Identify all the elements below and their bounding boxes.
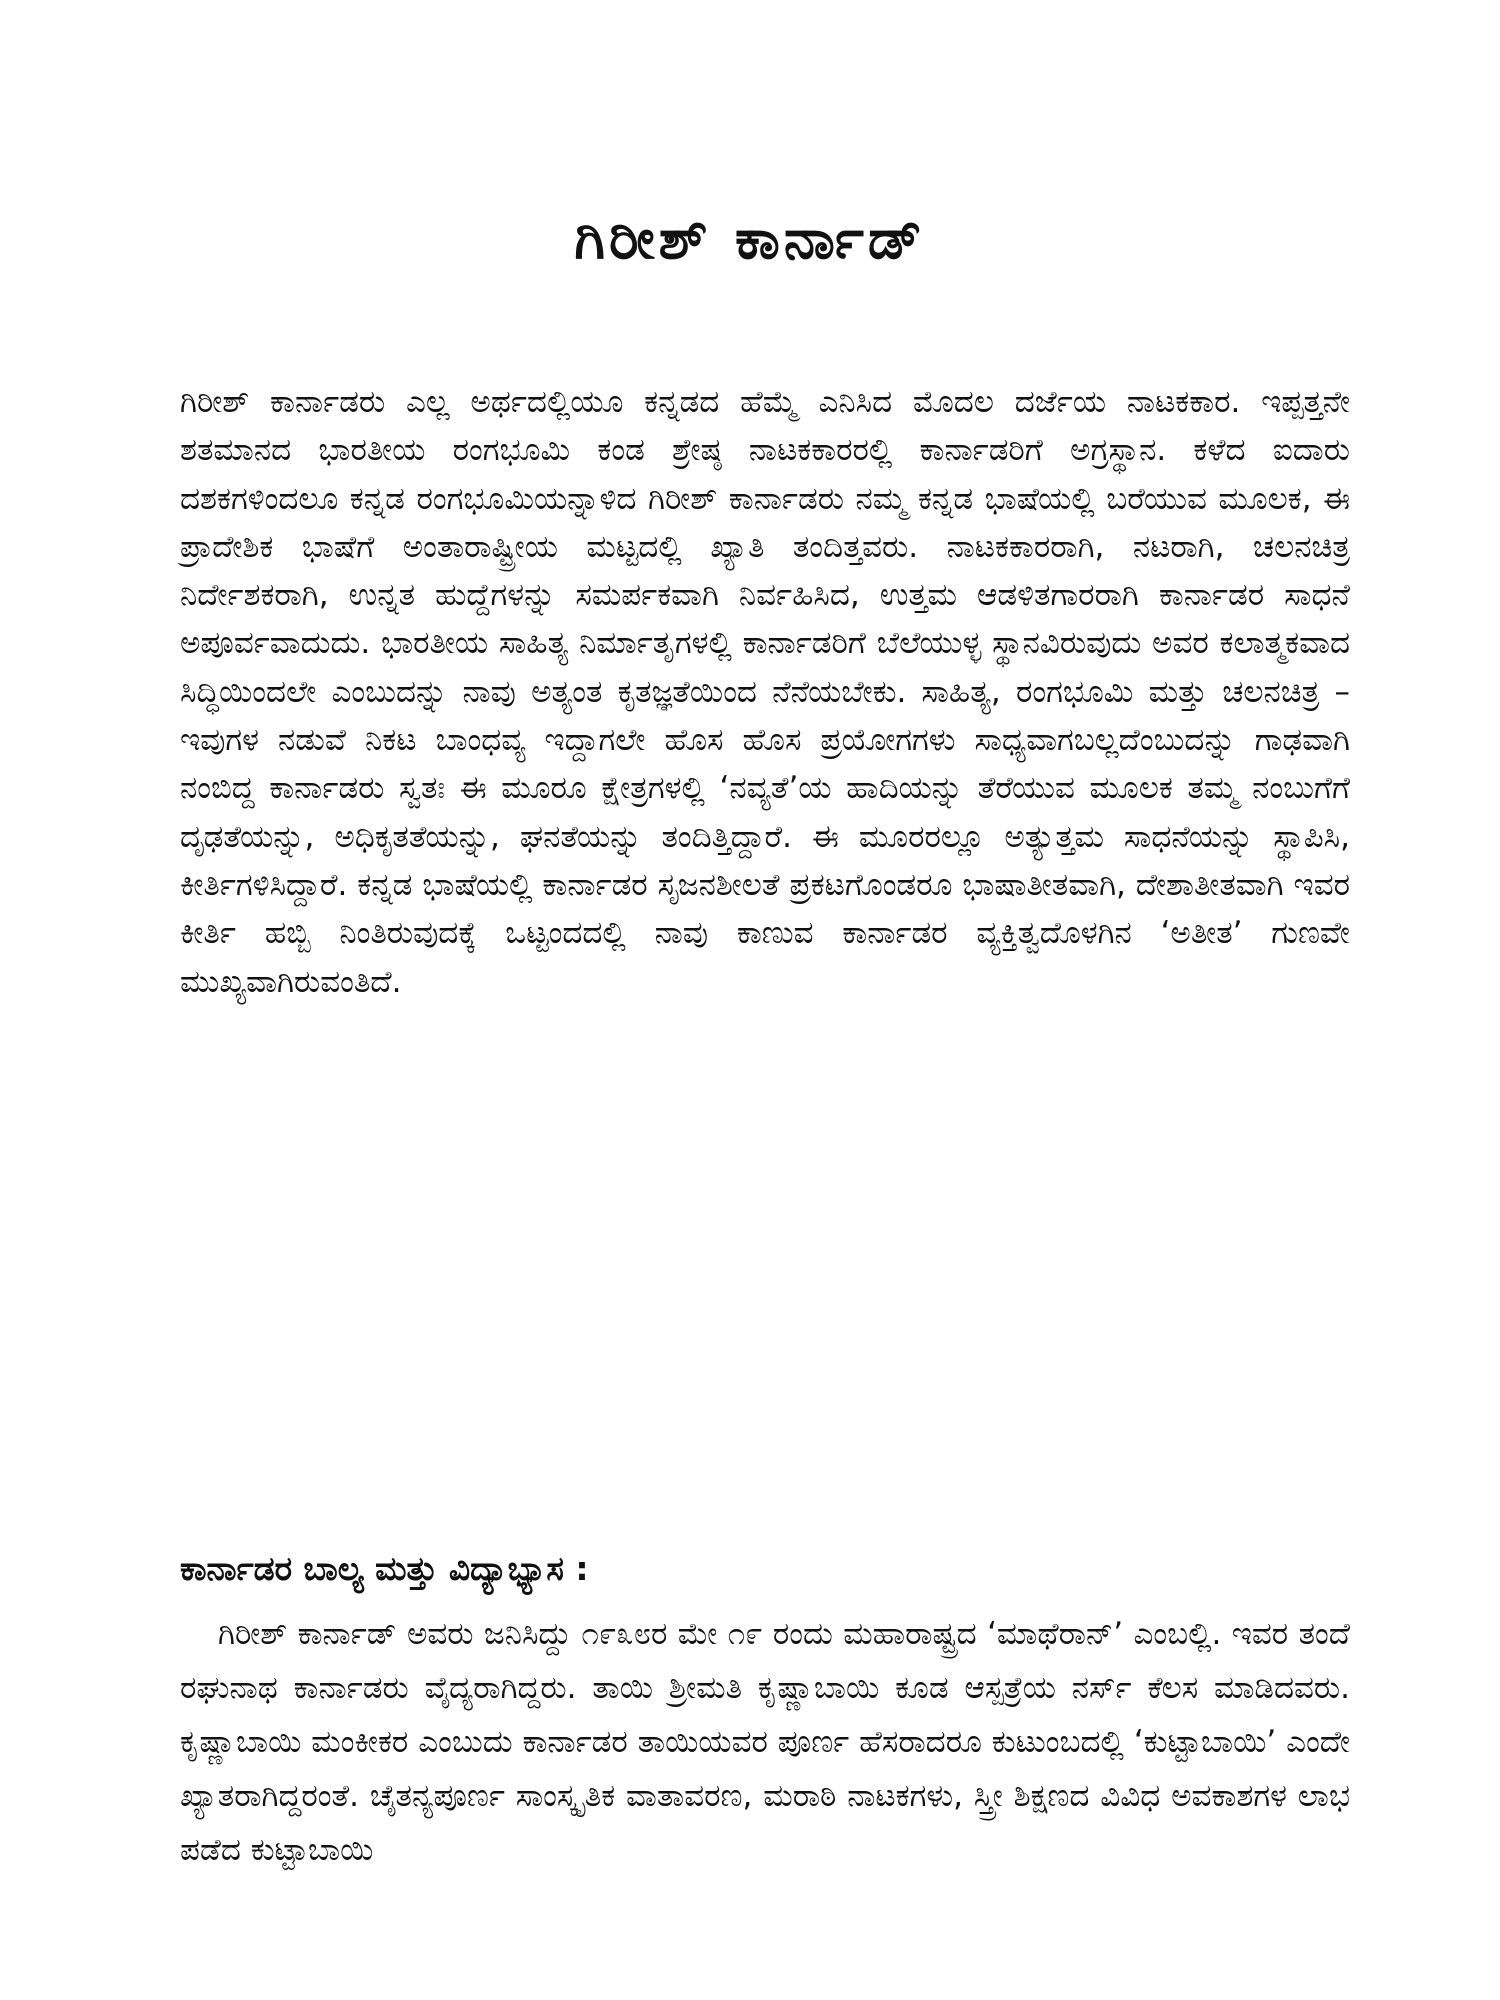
intro-paragraph: ಗಿರೀಶ್ ಕಾರ್ನಾಡರು ಎಲ್ಲ ಅರ್ಥದಲ್ಲಿಯೂ ಕನ್ನಡದ ಹೆಮ್ಮೆ ಎನಿಸಿದ ಮೊದಲ ದರ್ಜೆಯ ನಾಟಕಕಾರ. ಇಪ್ಪತ್ತನೇ ಶತಮಾನದ ಭಾರತೀಯ ರಂಗಭೂಮಿ ಕಂಡ ಶ್ರೇಷ್ಠ ನಾಟಕಕಾರರಲ್ಲಿ ಕಾರ್ನಾಡರಿಗೆ ಅಗ್ರಸ್ಥಾನ. ಕಳೆದ ಐದಾರು ದಶಕಗಳಿಂದಲೂ ಕನ್ನಡ ರಂಗಭೂಮಿಯನ್ನಾಳಿದ ಗಿರೀಶ್ ಕಾರ್ನಾಡರು ನಮ್ಮ ಕನ್ನಡ ಭಾಷೆಯಲ್ಲಿ ಬರೆಯುವ ಮೂಲಕ, ಈ ಪ್ರಾದೇಶಿಕ ಭಾಷೆಗೆ ಅಂತಾರಾಷ್ಟ್ರೀಯ ಮಟ್ಟದಲ್ಲಿ ಖ್ಯಾತಿ ತಂದಿತ್ತವರು. ನಾಟಕಕಾರರಾಗಿ, ನಟರಾಗಿ, ಚಲನಚಿತ್ರ ನಿರ್ದೇಶಕರಾಗಿ, ಉನ್ನತ ಹುದ್ದೆಗಳನ್ನು ಸಮರ್ಪಕವಾಗಿ ನಿರ್ವಹಿಸಿದ, ಉತ್ತಮ ಆಡಳಿತಗಾರರಾಗಿ ಕಾರ್ನಾಡರ ಸಾಧನೆ ಅಪೂರ್ವವಾದುದು. ಭಾರತೀಯ ಸಾಹಿತ್ಯ ನಿರ್ಮಾತೃಗಳಲ್ಲಿ ಕಾರ್ನಾಡರಿಗೆ ಬೆಲೆಯುಳ್ಳ ಸ್ಥಾನವಿರುವುದು ಅವರ ಕಲಾತ್ಮಕವಾದ ಸಿದ್ಧಿಯಿಂದಲೇ ಎಂಬುದನ್ನು ನಾವು ಅತ್ಯಂತ ಕೃತಜ್ಞತೆಯಿಂದ ನೆನೆಯಬೇಕು. ಸಾಹಿತ್ಯ, ರಂಗಭೂಮಿ ಮತ್ತು ಚಲನಚಿತ್ರ – ಇವುಗಳ ನಡುವೆ ನಿಕಟ ಬಾಂಧವ್ಯ ಇದ್ದಾಗಲೇ ಹೊಸ ಹೊಸ ಪ್ರಯೋಗಗಳು ಸಾಧ್ಯವಾಗಬಲ್ಲದೆಂಬುದನ್ನು ಗಾಢವಾಗಿ ನಂಬಿದ್ದ ಕಾರ್ನಾಡರು ಸ್ವತಃ ಈ ಮೂರೂ ಕ್ಷೇತ್ರಗಳಲ್ಲಿ ‘ನವ್ಯತೆ’ಯ ಹಾದಿಯನ್ನು ತೆರೆಯುವ ಮೂಲಕ ತಮ್ಮ ನಂಬುಗೆಗೆ ದೃಢತೆಯನ್ನು, ಅಧಿಕೃತತೆಯನ್ನು, ಘನತೆಯನ್ನು ತಂದಿತ್ತಿದ್ದಾರೆ. ಈ ಮೂರರಲ್ಲೂ ಅತ್ಯುತ್ತಮ ಸಾಧನೆಯನ್ನು ಸ್ಥಾಪಿಸಿ, ಕೀರ್ತಿಗಳಿಸಿದ್ದಾರೆ. ಕನ್ನಡ ಭಾಷೆಯಲ್ಲಿ ಕಾರ್ನಾಡರ ಸೃಜನಶೀಲತೆ ಪ್ರಕಟಗೊಂಡರೂ ಭಾಷಾತೀತವಾಗಿ, ದೇಶಾತೀತವಾಗಿ ಇವರ ಕೀರ್ತಿ ಹಬ್ಬಿ ನಿಂತಿರುವುದಕ್ಕೆ ಒಟ್ಟಂದದಲ್ಲಿ ನಾವು ಕಾಣುವ ಕಾರ್ನಾಡರ ವ್ಯಕ್ತಿತ್ವದೊಳಗಿನ ‘ಅತೀತ’ ಗುಣವೇ ಮುಖ್ಯವಾಗಿರುವಂತಿದೆ. xyxy=(180,384,1350,1000)
page-title: ಗಿರೀಶ್ ಕಾರ್ನಾಡ್ xyxy=(574,207,926,272)
section-heading-childhood-education: ಕಾರ್ನಾಡರ ಬಾಲ್ಯ ಮತ್ತು ವಿದ್ಯಾಭ್ಯಾಸ : xyxy=(180,1549,589,1588)
section-paragraph: ಗಿರೀಶ್ ಕಾರ್ನಾಡ್ ಅವರು ಜನಿಸಿದ್ದು ೧೯೩೮ರ ಮೇ ೧೯ ರಂದು ಮಹಾರಾಷ್ಟ್ರದ ‘ಮಾಥೆರಾನ್’ ಎಂಬಲ್ಲಿ. ಇವರ ತಂದೆ ರಘುನಾಥ ಕಾರ್ನಾಡರು ವೈದ್ಯರಾಗಿದ್ದರು. ತಾಯಿ ಶ್ರೀಮತಿ ಕೃಷ್ಣಾಬಾಯಿ ಕೂಡ ಆಸ್ಪತ್ರೆಯ ನರ್ಸ್ ಕೆಲಸ ಮಾಡಿದವರು. ಕೃಷ್ಣಾಬಾಯಿ ಮಂಕೀಕರ ಎಂಬುದು ಕಾರ್ನಾಡರ ತಾಯಿಯವರ ಪೂರ್ಣ ಹೆಸರಾದರೂ ಕುಟುಂಬದಲ್ಲಿ ‘ಕುಟ್ಟಾಬಾಯಿ’ ಎಂದೇ ಖ್ಯಾತರಾಗಿದ್ದರಂತೆ. ಚೈತನ್ಯಪೂರ್ಣ ಸಾಂಸ್ಕೃತಿಕ ವಾತಾವರಣ, ಮರಾಠಿ ನಾಟಕಗಳು, ಸ್ತ್ರೀ ಶಿಕ್ಷಣದ ವಿವಿಧ ಅವಕಾಶಗಳ ಲಾಭ ಪಡೆದ ಕುಟ್ಟಾಬಾಯಿ xyxy=(180,1616,1350,1868)
